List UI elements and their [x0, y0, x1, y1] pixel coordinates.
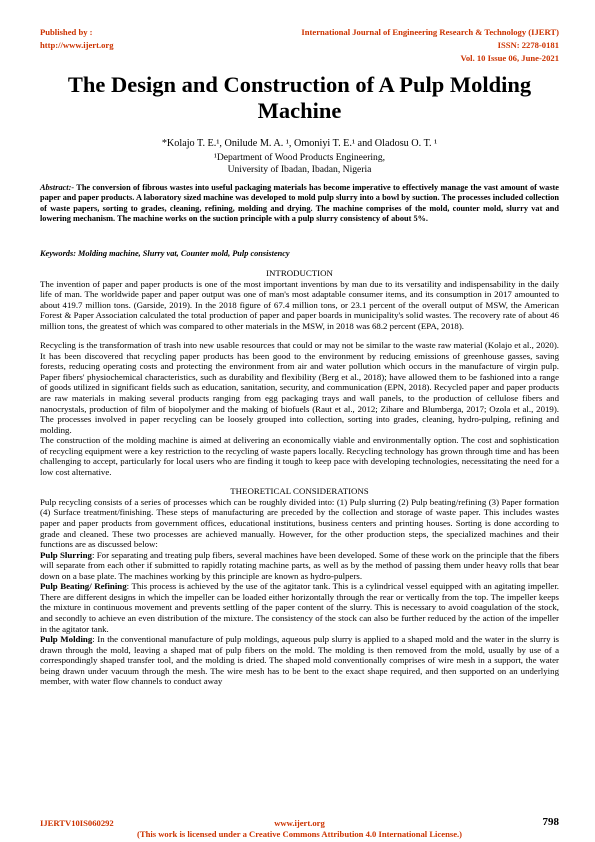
paper-id: IJERTV10IS060292 [40, 818, 114, 828]
body-text [40, 268, 559, 687]
published-by: Published by : [40, 27, 93, 37]
journal-url-link[interactable]: http://www.ijert.org [40, 40, 114, 50]
section-heading-theoretical: THEORETICAL CONSIDERATIONS [230, 486, 369, 497]
footer-site-link[interactable]: www.ijert.org [274, 818, 325, 828]
keywords: Keywords: Molding machine, Slurry vat, Counter mold, Pulp consistency [40, 249, 290, 258]
paragraph-pulp-slurring [40, 550, 559, 582]
authors: *Kolajo T. E.¹, Onilude M. A. ¹, Omoniyi T. E.¹ and Oladosu O. T. ¹ [161, 138, 438, 149]
term-label: Pulp Beating/ Refining [40, 581, 127, 592]
term-label: Pulp Molding [40, 634, 93, 645]
paragraph-pulp-molding [40, 634, 559, 687]
term-label: Pulp Slurring [40, 549, 92, 560]
term-text: : For separating and treating pulp fibers, several machines have been developed. Some of these work on the principle that the fibers will separate from each other if submitted to rapidly rotating machine parts, as well as by the method of passing them under heavy rolls that bear down on a base plate. The machines working by this principle are known as hydro-pulpers. [40, 549, 559, 581]
journal-name: International Journal of Engineering Research & Technology (IJERT) [301, 27, 559, 37]
page-number: 798 [542, 816, 559, 828]
issn: ISSN: 2278-0181 [497, 40, 559, 50]
header-right [301, 26, 559, 65]
affiliation-line: ¹Department of Wood Products Engineering, [213, 152, 386, 163]
paper-title: The Design and Construction of A Pulp Molding Machine [67, 72, 532, 123]
affiliation-line: University of Ibadan, Ibadan, Nigeria [227, 163, 372, 175]
header-left [40, 26, 114, 52]
section-heading-introduction: INTRODUCTION [266, 268, 333, 278]
affiliation [40, 152, 559, 175]
abstract-label: Abstract:- [40, 183, 75, 192]
volume-issue: Vol. 10 Issue 06, June-2021 [460, 53, 559, 63]
paragraph: The construction of the molding machine is aimed at delivering an economically viable and environmentally option. The cost and sophistication of recycling equipment were a key restriction to the recycling of waste papers locally. Recycling technology has grown through time and has been challenging to accept, particularly for local users who are finding it tough to keep pace with developing technologies, necessitating the need for a low cost alternative. [40, 435, 559, 477]
paragraph: Recycling is the transformation of trash into new usable resources that could or may not be similar to the waste raw material (Kolajo et al., 2020). It has been discovered that recycling paper products has been good to the environment by reducing emissions of greenhouse gasses, saving forests, reducing operating costs and protecting the environment from air and water pollution which occurs in the manufacture of virgin pulp. Paper fibers' physiochemical characteristics, such as durability and flexibility (Berg et al., 2018); have allowed them to be fashioned into a range of goods utilized in significant fields such as education, sanitation, security, and communication (EPN, 2018). Recycled paper and paper products are raw materials in making several products ranging from egg packaging trays and wall panels, to the production of cellulose fibers and nanocrystals, production of film of biopolymer and the making of biofuels (Raut et al., 2012; Zihare and Blumberga, 2017; Ozola et al., 2019). The processes involved in paper recycling can be loosely grouped into collection, sorting into grades, cleaning, hydro-pulping, refining and molding. [40, 340, 559, 435]
page-footer [40, 818, 559, 842]
paragraph: Pulp recycling consists of a series of processes which can be roughly divided into: (1) Pulp slurring (2) Pulp beating/refining (3) Paper formation (4) Surface treatment/finishing. These steps of manufacturing are preceded by the collection and storage of waste paper. This includes wastes paper and paper products from government offices, educational institutions, business centers and printing houses. Sorting is done according to grade and cleaned. These two processes are achieved manually. However, for the other production steps, the specialized machines and their functions are as discussed below: [40, 496, 559, 550]
term-text: : In the conventional manufacture of pulp moldings, aqueous pulp slurry is applied to a shaped mold and the water in the slurry is drawn through the mold, leaving a shaped mat of pulp fibers on the mold. The molding is then removed from the mold, usually by use of a correspondingly shaped transfer tool, and the molding is dried. The shaped mold conventionally comprises of wire mesh in a support, the water being drawn under vacuum through the mesh. The wire mesh has to be bent to the exact shape required, and then supported on an underlying member, with water flow channels to conduct away [40, 634, 559, 687]
term-text: : This process is achieved by the use of the agitator tank. This is a cylindrical vessel equipped with an agitating impeller. There are different designs in which the impeller can be loaded either horizontally through the rear or vertically from the top. The impeller keeps the mixture in continuous movement and prevents settling of the paper content of the slurry. This is necessary to avoid coagulation of the stock, and secondly to achieve an even distribution of the mixture. The consistency of the stock can also be further reduced by the action of the impeller in the agitator tank. [40, 581, 559, 634]
abstract [40, 183, 559, 224]
abstract-text: The conversion of fibrous wastes into useful packaging materials has become imperative to effectively manage the vast amount of waste paper and paper products. A laboratory sized machine was developed to mold pulp slurry into a bowl by suction. The processes included collection of waste papers, sorting to grades, cleaning, refining, molding and drying. The machine comprises of the mold, counter mold, slurry vat and lowering mechanism. The machine works on the suction principle with a pulp slurry consistency of about 5%. [40, 183, 559, 223]
license-notice: (This work is licensed under a Creative Commons Attribution 4.0 International License.) [136, 829, 463, 839]
paragraph-pulp-beating [40, 581, 559, 634]
page-header [40, 26, 559, 66]
paragraph: The invention of paper and paper products is one of the most important inventions by man due to its versatility and indispensability in the daily life of man. The worldwide paper and paper output was one of man's most adaptable consumer items, and its consumption in 2017 amounted to about 419.7 million tons. (Garside, 2019). In the 2018 figure of 67.4 million tons, or 23.1 percent of the overall output of MSW, the American Forest & Paper Association calculated the total production of paper and paper boards in municipality's solid wastes. The recovery rate of about 46 million tons, the greatest of which was compared to other materials in the MSW, in 2018 was 68.2 percent (EPA, 2018). [40, 278, 559, 331]
